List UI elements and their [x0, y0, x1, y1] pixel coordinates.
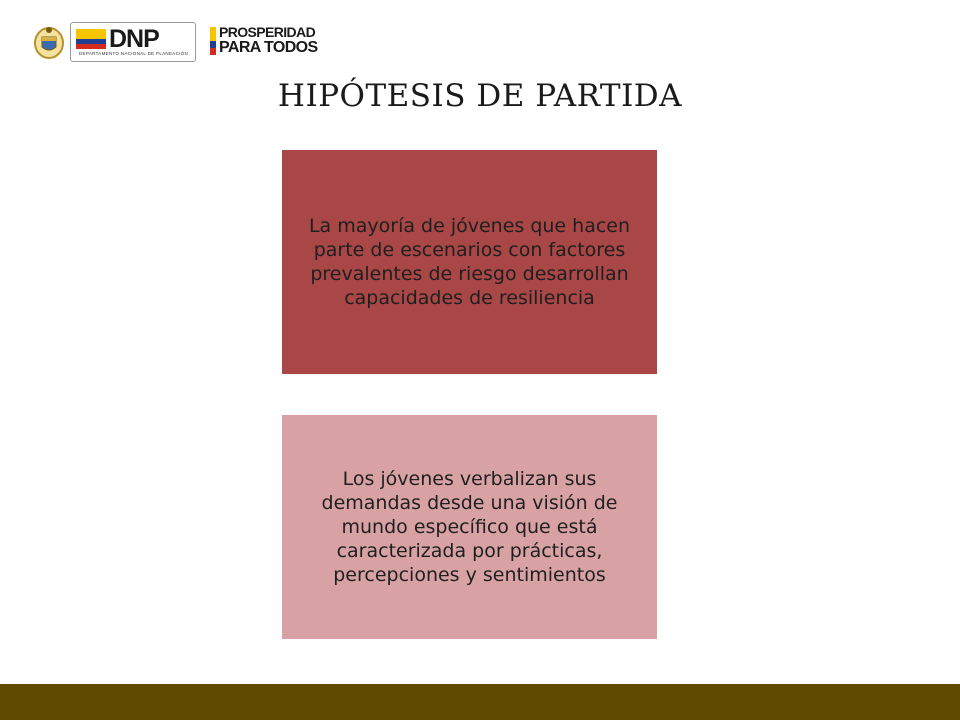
prosperidad-logo-line1: PROSPERIDAD — [219, 24, 316, 40]
hypothesis-box-2 — [282, 415, 657, 639]
dnp-logo — [70, 22, 196, 62]
hypothesis-text-2: Los jóvenes verbalizan sus demandas desde una visión de mundo específico que está caracterizada por prácticas, percepciones y sentimientos — [321, 468, 618, 586]
page-title: HIPÓTESIS DE PARTIDA — [277, 78, 683, 114]
prosperidad-logo-line2: PARA TODOS — [219, 39, 318, 56]
hypothesis-box-1 — [282, 150, 657, 374]
coat-of-arms-icon — [32, 24, 66, 60]
footer-bar — [0, 684, 960, 720]
flag-bars-icon — [210, 27, 216, 55]
dnp-logo-subtitle: DEPARTAMENTO NACIONAL DE PLANEACIÓN — [79, 51, 189, 56]
colombia-flag-icon — [76, 29, 106, 49]
dnp-logo-word: DNP — [109, 25, 159, 53]
hypothesis-text-1: La mayoría de jóvenes que hacen parte de escenarios con factores prevalentes de riesgo desarrollan capacidades de resiliencia — [308, 215, 631, 309]
